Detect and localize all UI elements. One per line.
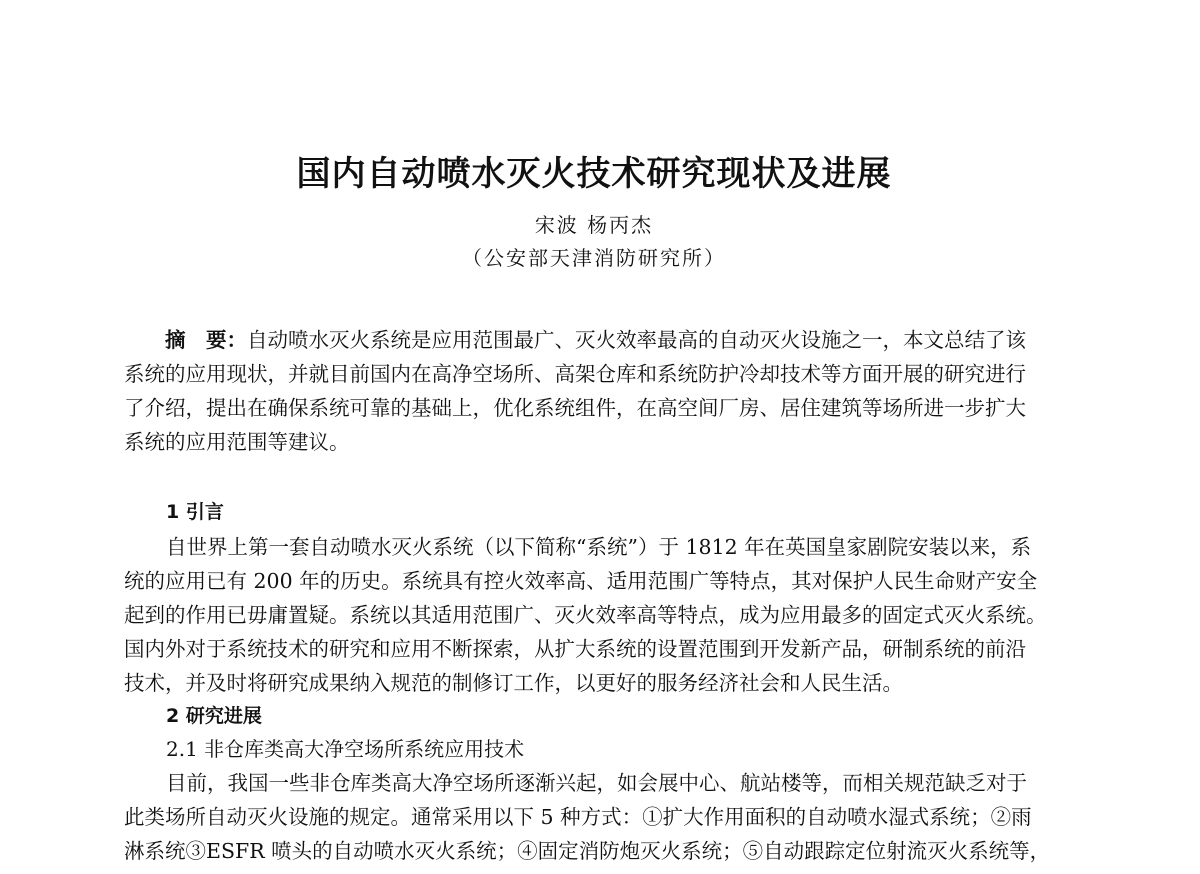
section-2-1-heading: 2.1 非仓库类高大净空场所系统应用技术 (166, 737, 525, 761)
paragraph-line: 起到的作用已毋庸置疑。系统以其适用范围广、灭火效率高等特点，成为应用最多的固定式灭火系统。 (124, 603, 1047, 627)
abstract-label: 摘 要： (165, 328, 247, 352)
abstract-text: 自动喷水灭火系统是应用范围最广、灭火效率最高的自动灭火设施之一，本文总结了该 (247, 328, 1026, 352)
abstract-line-3: 了介绍，提出在确保系统可靠的基础上，优化系统组件，在高空间厂房、居住建筑等场所进一步扩大 (124, 396, 1026, 420)
section-1-heading: 1 引言 (166, 501, 224, 523)
paper-authors: 宋波 杨丙杰 (534, 213, 654, 237)
abstract-line-2: 系统的应用现状，并就目前国内在高净空场所、高架仓库和系统防护冷却技术等方面开展的研究进行 (124, 362, 1026, 386)
section-2-heading: 2 研究进展 (166, 705, 262, 727)
abstract-line-4: 系统的应用范围等建议。 (124, 430, 350, 454)
paper-title: 国内自动喷水灭火技术研究现状及进展 (296, 154, 892, 194)
paragraph-line: 自世界上第一套自动喷水灭火系统（以下简称“系统”）于 1812 年在英国皇家剧院安装以来，系 (166, 535, 1032, 559)
abstract-line-1 (165, 325, 1026, 355)
paragraph-line: 此类场所自动灭火设施的规定。通常采用以下 5 种方式：①扩大作用面积的自动喷水湿式系统；②雨 (124, 805, 1032, 829)
paragraph-line: 技术，并及时将研究成果纳入规范的制修订工作，以更好的服务经济社会和人民生活。 (124, 671, 903, 695)
paragraph-line: 统的应用已有 200 年的历史。系统具有控火效率高、适用范围广等特点，其对保护人民生命财产安全 (124, 569, 1038, 593)
paper-affiliation: （公安部天津消防研究所） (462, 246, 726, 270)
paragraph-line: 国内外对于系统技术的研究和应用不断探索，从扩大系统的设置范围到开发新产品，研制系统的前沿 (124, 637, 1026, 661)
paragraph-line: 淋系统③ESFR 喷头的自动喷水灭火系统；④固定消防炮灭火系统；⑤自动跟踪定位射流灭火系统等， (124, 839, 1051, 863)
paragraph-line: 目前，我国一些非仓库类高大净空场所逐渐兴起，如会展中心、航站楼等，而相关规范缺乏对于 (166, 771, 1027, 795)
